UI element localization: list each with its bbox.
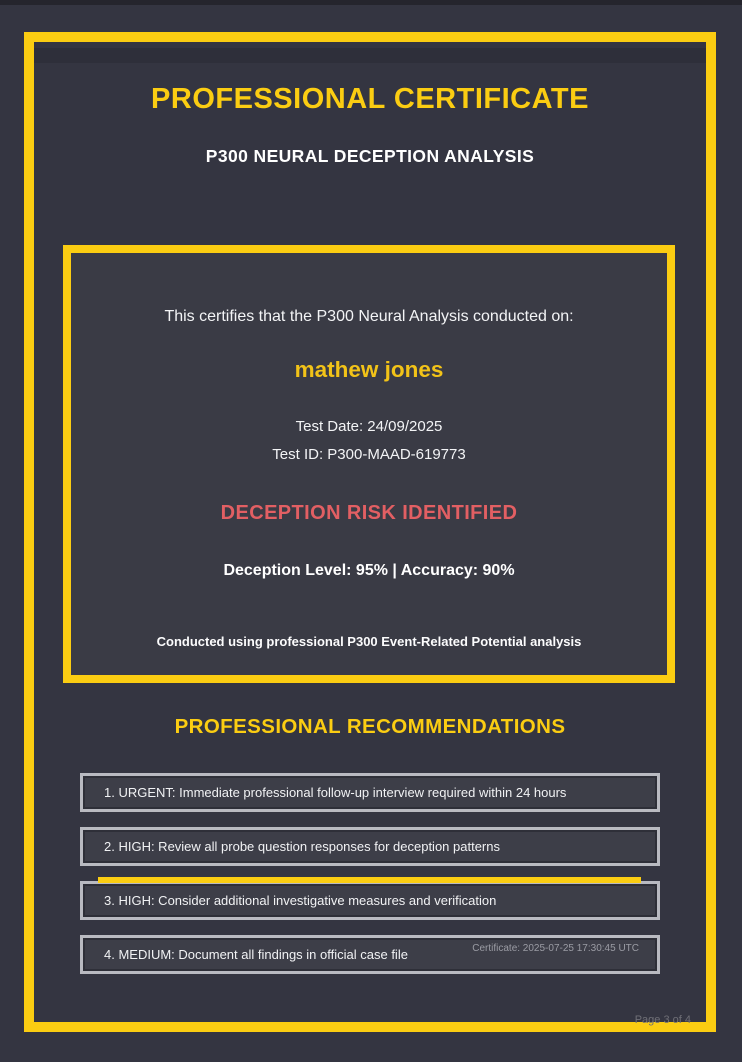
yellow-divider-strip [98, 877, 641, 883]
recommendation-item-2 [80, 827, 660, 866]
recommendation-text-2: 2. HIGH: Review all probe question responses for deception patterns [104, 839, 500, 854]
test-id: Test ID: P300-MAAD-619773 [272, 446, 466, 463]
top-edge-strip [0, 0, 742, 5]
page-title: PROFESSIONAL CERTIFICATE [151, 83, 589, 115]
deception-metrics: Deception Level: 95% | Accuracy: 90% [223, 562, 515, 579]
recommendation-item-4 [80, 935, 660, 974]
deception-verdict: DECEPTION RISK IDENTIFIED [220, 502, 518, 524]
subject-name: mathew jones [294, 357, 444, 382]
method-note: Conducted using professional P300 Event-Related Potential analysis [156, 634, 582, 649]
page-number: Page 3 of 4 [634, 1014, 691, 1026]
test-date: Test Date: 24/09/2025 [295, 418, 443, 435]
recommendation-text-3: 3. HIGH: Consider additional investigative measures and verification [104, 893, 497, 908]
recommendation-item-1 [80, 773, 660, 812]
certifies-statement: This certifies that the P300 Neural Analysis conducted on: [164, 308, 574, 325]
recommendation-text-4: 4. MEDIUM: Document all findings in official case file [104, 947, 408, 962]
recommendation-item-3 [80, 881, 660, 920]
certificate-timestamp: Certificate: 2025-07-25 17:30:45 UTC [472, 943, 639, 954]
page-subtitle: P300 NEURAL DECEPTION ANALYSIS [205, 146, 535, 166]
recommendations-heading: PROFESSIONAL RECOMMENDATIONS [174, 715, 566, 738]
recommendation-text-1: 1. URGENT: Immediate professional follow-up interview required within 24 hours [104, 785, 567, 800]
certificate-panel [63, 245, 675, 683]
title-shade-band [34, 48, 706, 63]
